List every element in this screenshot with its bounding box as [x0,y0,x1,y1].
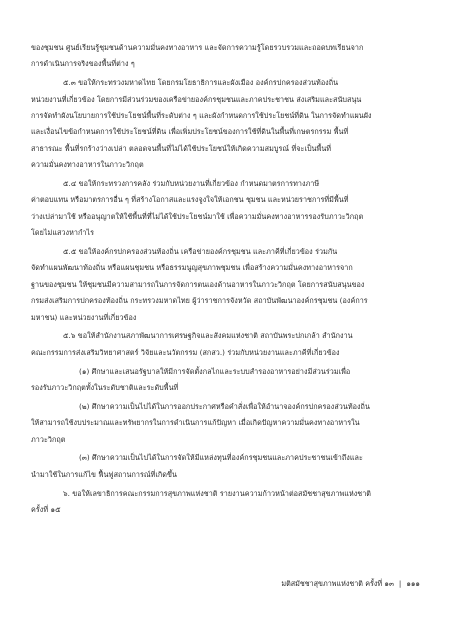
text-line: (๓) ศึกษาความเป็นไปได้ในการจัดให้มีแหล่งทุนที่องค์กรชุมชนและภาคประชาชนเข้าถึงและ [79,453,363,463]
footer-text [281,579,420,590]
text-line: ความมั่นคงทางอาหารในภาวะวิกฤต [31,160,144,170]
text-line: รองรับภาวะวิกฤตทั้งในระดับชาติและระดับพื้นที่ [31,383,179,393]
text-line: และเงื่อนไขข้อกำหนดการใช้ประโยชน์ที่ดิน เพื่อเพิ่มประโยชน์ของการใช้ที่ดินในพื้นที่เกษตรกรรม พื้นที่ [31,127,349,137]
text-line: ๕.๔ ขอให้กระทรวงการคลัง ร่วมกับหน่วยงานที่เกี่ยวข้อง กำหนดมาตรการทางภาษี [63,179,320,189]
text-line: ๕.๖ ขอให้สำนักงานสภาพัฒนาการเศรษฐกิจและสังคมแห่งชาติ สถาบันพระปกเกล้า สำนักงาน [63,331,353,341]
text-line: การดำเนินการจริงของพื้นที่ต่าง ๆ [31,59,135,69]
text-line: จัดทำแผนพัฒนาท้องถิ่น หรือแผนชุมชน หรือธรรมนูญสุขภาพชุมชน เพื่อสร้างความมั่นคงทางอาหารจาก [31,263,353,273]
text-line: (๑) ศึกษาและเสนอรัฐบาลให้มีการจัดตั้งกลไกและระบบสำรองอาหารอย่างมีส่วนร่วมเพื่อ [79,366,351,376]
text-line: ฐานของชุมชน ให้ชุมชนมีความสามารถในการจัดการตนเองด้านอาหารในภาวะวิกฤต โดยการสนับสนุนของ [31,279,365,289]
footer-title: มติสมัชชาสุขภาพแห่งชาติ ครั้งที่ ๑๓ [281,579,394,588]
paragraph-p5 [31,364,435,397]
text-line: ๕.๓ ขอให้กระทรวงมหาดไทย โดยกรมโยธาธิการและผังเมือง องค์กรปกครองส่วนท้องถิ่น [63,78,339,88]
text-line: ค่าตอบแทน หรือมาตรการอื่น ๆ ที่สร้างโอกาสและแรงจูงใจให้เอกชน ชุมชน และหน่วยราชการที่มีพื้นที่ [31,195,349,205]
text-line: นำมาใช้ในการแก้ไข ฟื้นฟูสถานการณ์ที่เกิดขึ้น [31,469,177,479]
footer-separator: | [398,579,402,588]
paragraph-p2 [31,176,435,242]
text-line: มหาชน) และหน่วยงานที่เกี่ยวข้อง [31,312,137,322]
text-line: ของชุมชน ศูนย์เรียนรู้ชุมชนด้านความมั่นคงทางอาหาร และจัดการความรู้โดยรวบรวมและถอดบทเรียนจาก [31,43,364,52]
text-line: ๖. ขอให้เลขาธิการคณะกรรมการสุขภาพแห่งชาติ รายงานความก้าวหน้าต่อสมัชชาสุขภาพแห่งชาติ [63,488,372,498]
text-line: ครั้งที่ ๑๕ [31,505,61,515]
page-number: ๑๑๑ [406,579,420,588]
text-line: ภาวะวิกฤต [31,434,66,444]
text-line: ให้สามารถใช้งบประมาณและทรัพยากรในการดำเนินการแก้ปัญหา เมื่อเกิดปัญหาความมั่นคงทางอาหารใน [31,418,360,428]
text-line: คณะกรรมการส่งเสริมวิทยาศาสตร์ วิจัยและนวัตกรรม (สกสว.) ร่วมกับหน่วยงานและภาคีที่เกี่ยวข้อง [31,347,340,357]
text-line: สาธารณะ พื้นที่รกร้างว่างเปล่า ตลอดจนพื้นที่ไม่ได้ใช้ประโยชน์ให้เกิดความสมบูรณ์ ที่จะเป็นพื้นที่ [31,143,332,153]
paragraph-p8 [31,486,435,519]
text-line: ๕.๕ ขอให้องค์กรปกครองส่วนท้องถิ่น เครือข่ายองค์กรชุมชน และภาคีที่เกี่ยวข้อง ร่วมกัน [63,247,338,257]
paragraph-p7 [31,450,435,483]
document-body [31,40,435,521]
text-line: กรมส่งเสริมการปกครองท้องถิ่น กระทรวงมหาดไทย ผู้ว่าราชการจังหวัด สถาบันพัฒนาองค์กรชุมชน (องค์การ [31,296,368,306]
paragraph-p0 [31,40,435,73]
text-line: หน่วยงานที่เกี่ยวข้อง โดยการมีส่วนร่วมของเครือข่ายองค์กรชุมชนและภาคประชาชน ส่งเสริมและสนับสนุน [31,94,362,104]
text-line: การจัดทำผังนโยบายการใช้ประโยชน์พื้นที่ระดับต่าง ๆ และผังกำหนดการใช้ประโยชน์ที่ดิน ในการจัดทำแผนผัง [31,111,372,121]
paragraph-p4 [31,328,435,361]
paragraph-p1 [31,75,435,173]
text-line: (๒) ศึกษาความเป็นไปได้ในการออกประกาศหรือคำสั่งเพื่อให้อำนาจองค์กรปกครองส่วนท้องถิ่น [79,401,370,411]
text-line: ว่างเปล่ามาใช้ หรืออนุญาตให้ใช้พื้นที่ที่ไม่ได้ใช้ประโยชน์มาใช้ เพื่อความมั่นคงทางอาหารรองรับภาวะวิกฤต [31,211,364,221]
text-line: โดยไม่แสวงหากำไร [31,228,94,238]
page-footer [0,575,460,595]
paragraph-p3 [31,244,435,326]
paragraph-p6 [31,399,435,448]
